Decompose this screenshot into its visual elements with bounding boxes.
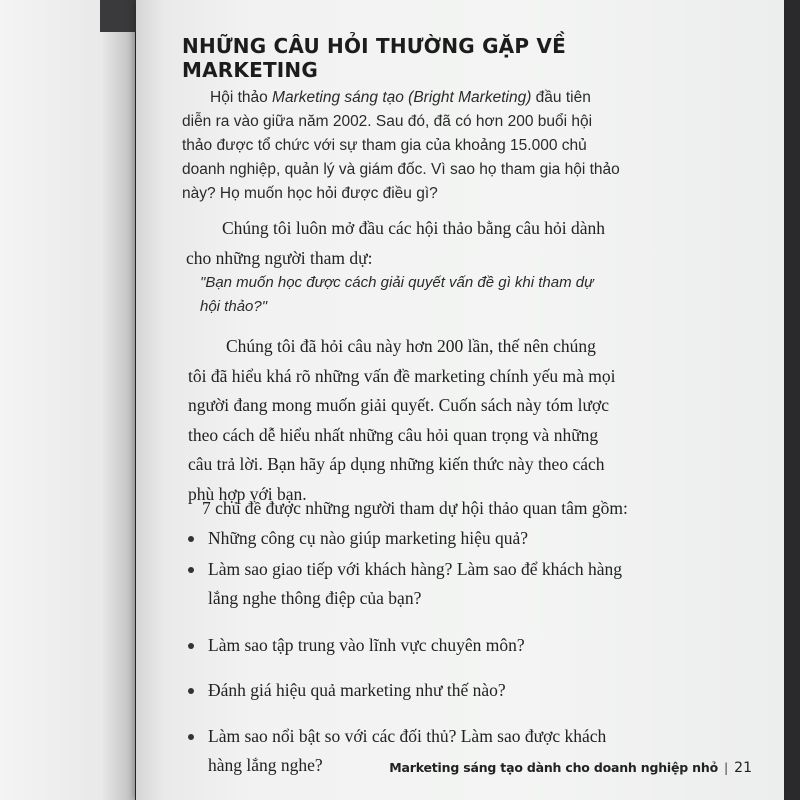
intro-paragraph [182, 86, 622, 206]
intro-text-after: đầu tiên diễn ra vào giữa năm 2002. Sau đó, đã có hơn 200 buổi hội thảo được tổ chức với sự tham gia của khoảng 15.000 chủ doanh nghiệp, quản lý và giám đốc. Vì sao họ tham gia hội thảo này? Họ muốn học hỏi được điều gì? [182, 89, 620, 202]
list-item [184, 676, 644, 705]
list-item-text: Làm sao tập trung vào lĩnh vực chuyên môn? [208, 635, 525, 655]
list-item-text: Làm sao nổi bật so với các đối thủ? Làm sao được khách hàng lắng nghe? [208, 726, 607, 775]
topics-list [184, 524, 644, 780]
bullet-dot-icon [188, 536, 194, 542]
body-paragraph-1: Chúng tôi luôn mở đầu các hội thảo bằng câu hỏi dành cho những người tham dự: [186, 218, 605, 268]
page-gutter-shadow [136, 0, 164, 800]
bullet-dot-icon [188, 567, 194, 573]
background-page-left [0, 0, 135, 800]
list-item [184, 524, 644, 553]
background-dark-corner [100, 0, 138, 32]
body-paragraph-3: 7 chủ đề được những người tham dự hội thảo quan tâm gồm: [202, 498, 628, 518]
page-footer [389, 760, 752, 776]
bullet-dot-icon [188, 688, 194, 694]
list-item [184, 555, 644, 613]
intro-text-before: Hội thảo [210, 89, 273, 106]
list-item-text: Những công cụ nào giúp marketing hiệu quả? [208, 528, 529, 548]
body-paragraph-2: Chúng tôi đã hỏi câu này hơn 200 lần, thế nên chúng tôi đã hiểu khá rõ những vấn đề marketing chính yếu mà mọi người đang mong muốn giải quyết. Cuốn sách này tóm lược theo cách dễ hiểu nhất những câu hỏi quan trọng và những câu trả lời. Bạn hãy áp dụng những kiến thức này theo cách phù hợp với bạn. [188, 336, 616, 504]
list-item [184, 631, 644, 660]
running-footer-title: Marketing sáng tạo dành cho doanh nghiệp nhỏ [389, 760, 718, 775]
list-item-text: Đánh giá hiệu quả marketing như thế nào? [208, 680, 506, 700]
page-number: 21 [734, 760, 752, 776]
bullet-dot-icon [188, 643, 194, 649]
list-item-text: Làm sao giao tiếp với khách hàng? Làm sao để khách hàng lắng nghe thông điệp của bạn? [208, 559, 623, 608]
footer-separator: | [723, 760, 729, 775]
chapter-heading: NHỮNG CÂU HỎI THƯỜNG GẶP VỀ MARKETING [182, 34, 566, 82]
book-page [136, 0, 784, 800]
bullet-dot-icon [188, 734, 194, 740]
seminar-title: Marketing sáng tạo (Bright Marketing) [272, 89, 532, 106]
quote: "Bạn muốn học được cách giải quyết vấn đề gì khi tham dự hội thảo?" [200, 274, 594, 315]
